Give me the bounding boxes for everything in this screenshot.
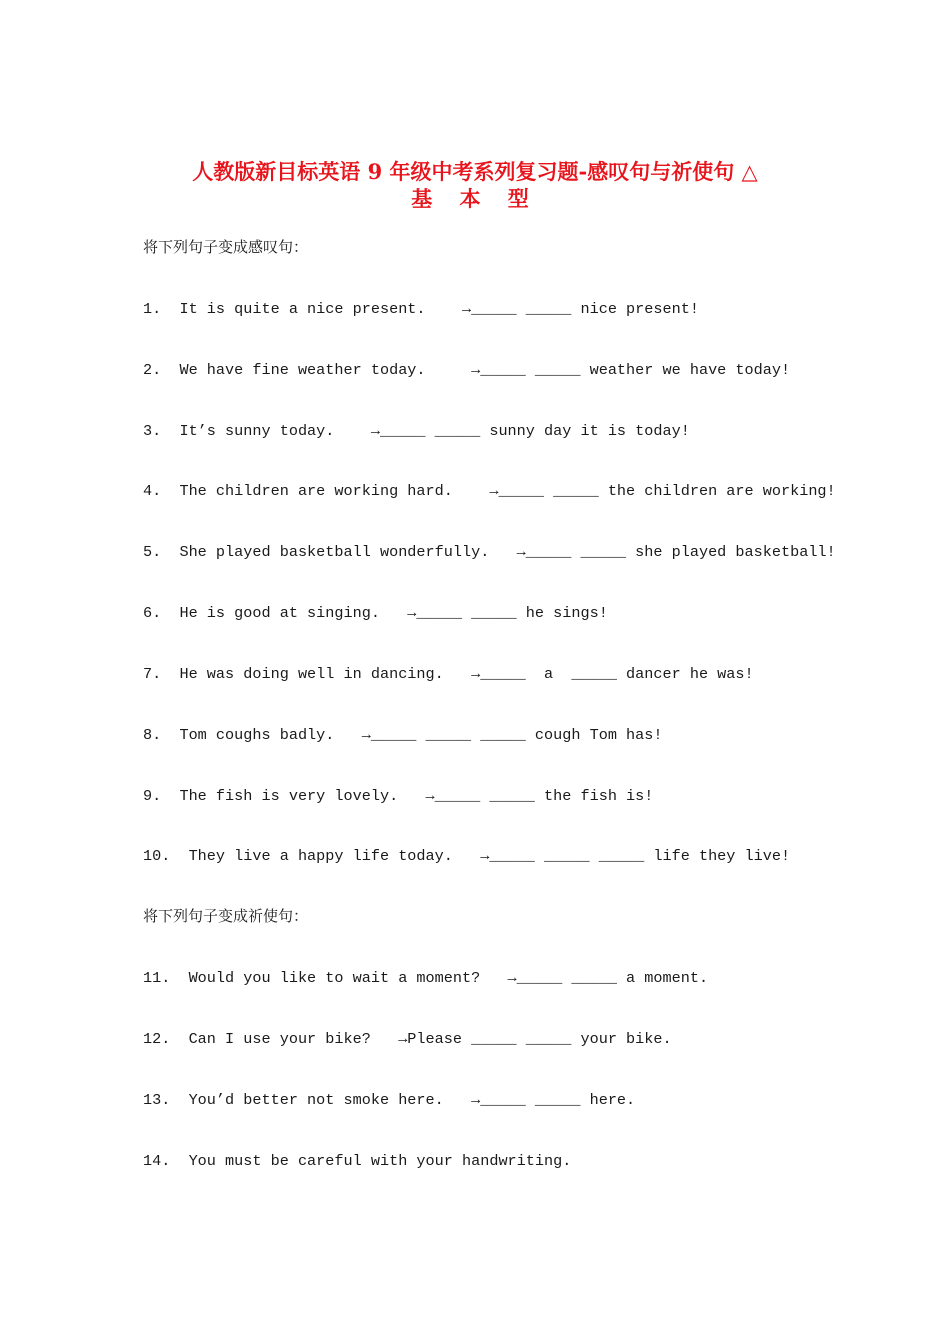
exercise-item-10: 10. They live a happy life today. →_____ _____ _____ life they live! (143, 847, 791, 865)
exercise-item-4: 4. The children are working hard. →_____ _____ the children are working! (143, 482, 836, 500)
exercise-item-13: 13. You’d better not smoke here. →_____ _____ here. (143, 1091, 636, 1109)
section-heading-imperative: 将下列句子变成祈使句： (143, 907, 309, 925)
exercise-item-1: 1. It is quite a nice present. →_____ _____ nice present! (143, 300, 699, 318)
document-title: 人教版新目标英语 9 年级中考系列复习题-感叹句与祈使句 △ (192, 159, 758, 184)
document-subtitle: 基 本 型 (411, 186, 539, 211)
exercise-item-3: 3. It’s sunny today. →_____ _____ sunny day it is today! (143, 422, 690, 440)
exercise-item-11: 11. Would you like to wait a moment? →_____ _____ a moment. (143, 969, 709, 987)
exercise-item-9: 9. The fish is very lovely. →_____ _____ the fish is! (143, 787, 654, 805)
exercise-item-6: 6. He is good at singing. →_____ _____ he sings! (143, 604, 608, 622)
exercise-item-8: 8. Tom coughs badly. →_____ _____ _____ cough Tom has! (143, 726, 663, 744)
section-heading-exclamation: 将下列句子变成感叹句： (143, 238, 309, 256)
exercise-item-7: 7. He was doing well in dancing. →_____ a _____ dancer he was! (143, 665, 754, 683)
exercise-item-5: 5. She played basketball wonderfully. →_____ _____ she played basketball! (143, 543, 836, 561)
exercise-item-14: 14. You must be careful with your handwriting. (143, 1152, 572, 1170)
exercise-item-2: 2. We have fine weather today. →_____ _____ weather we have today! (143, 361, 791, 379)
exercise-item-12: 12. Can I use your bike? →Please _____ _____ your bike. (143, 1030, 672, 1048)
